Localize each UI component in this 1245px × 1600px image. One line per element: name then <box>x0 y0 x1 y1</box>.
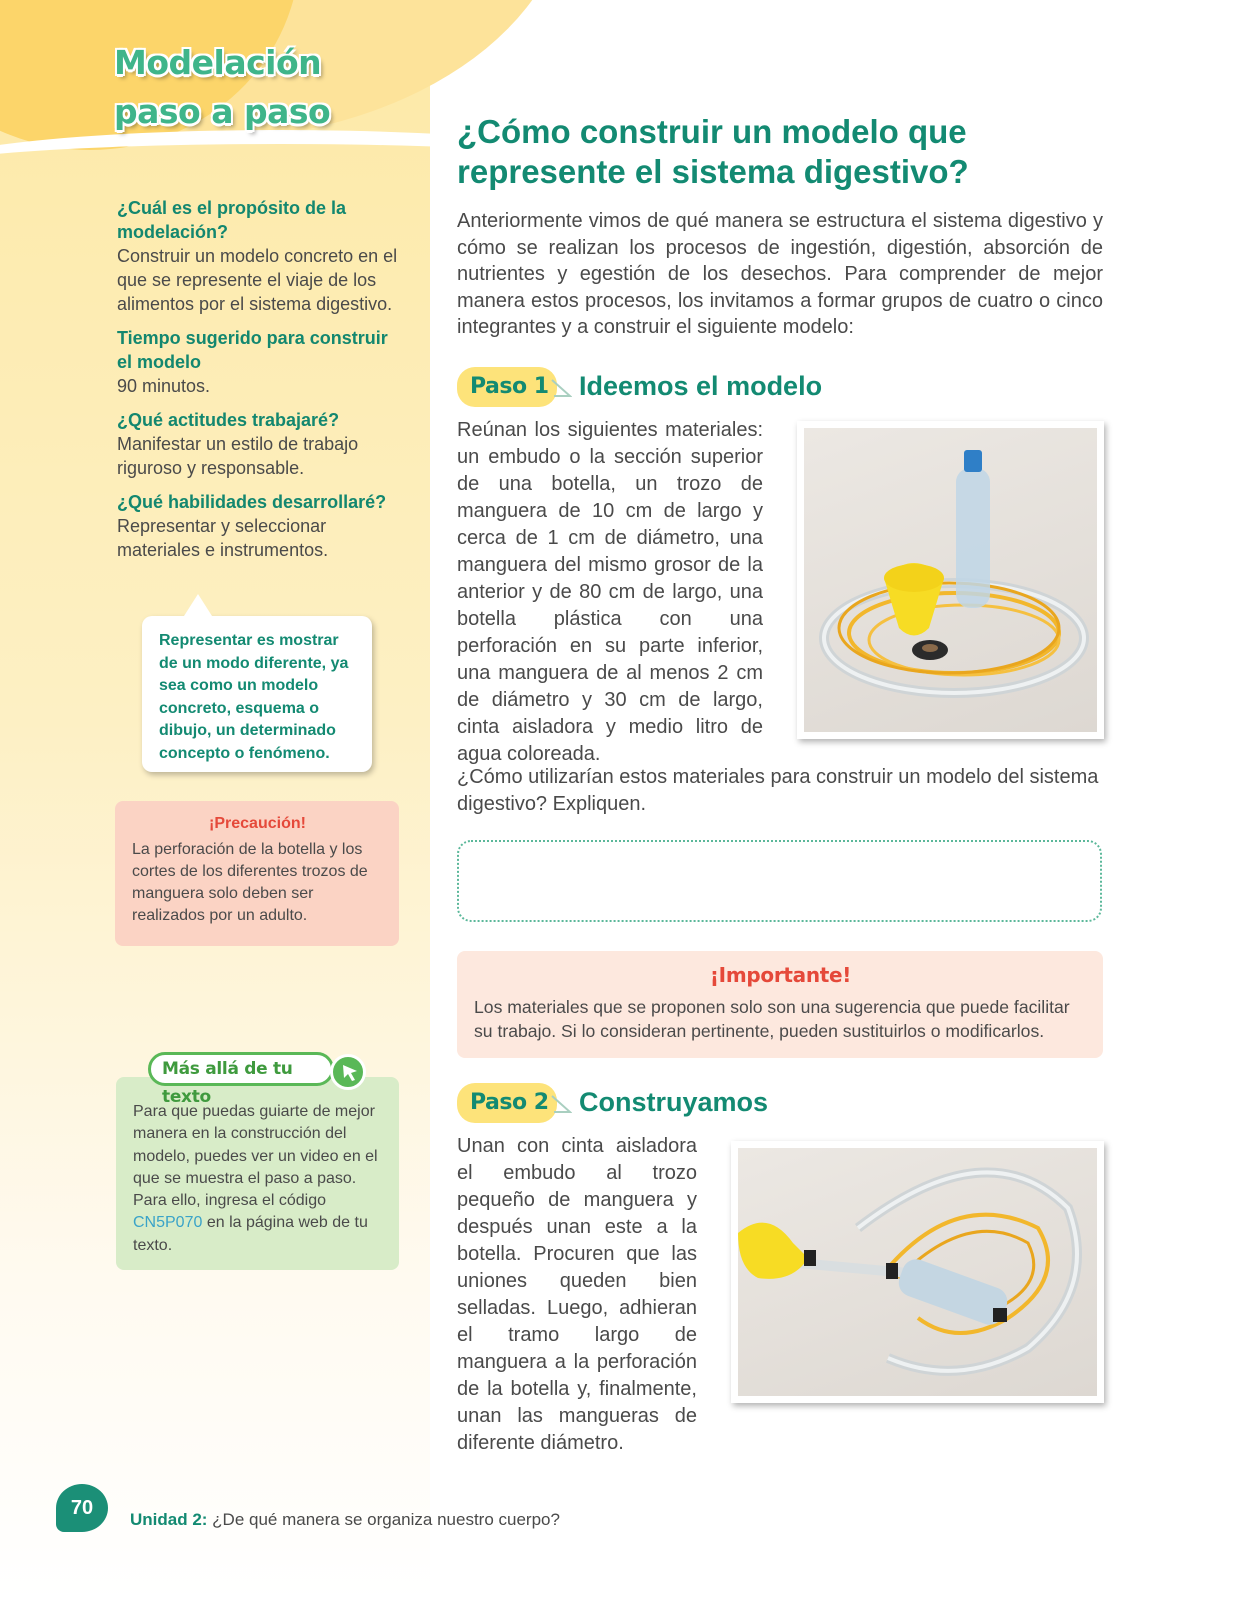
info-question: Tiempo sugerido para construir el modelo <box>117 328 388 372</box>
section-title-line1: Modelación <box>114 43 322 82</box>
beyond-text-before: Para que puedas guiarte de mejor manera en la construcción del modelo, puedes ver un video en el que se muestra el paso a paso. Para ello, ingresa el código <box>133 1103 378 1210</box>
caution-text: La perforación de la botella y los cortes de los diferentes trozos de manguera solo deben ser realizados por un adulto. <box>132 841 368 924</box>
footer-unit-label: Unidad 2: <box>130 1510 208 1529</box>
step2-heading: Construyamos <box>579 1087 769 1117</box>
info-answer: Representar y seleccionar materiales e instrumentos. <box>117 516 329 560</box>
footer-unit <box>130 1510 560 1530</box>
main-title: ¿Cómo construir un modelo que represente el sistema digestivo? <box>457 113 969 190</box>
materials-photo <box>797 421 1104 739</box>
resource-code-link[interactable]: CN5P070 <box>133 1214 203 1232</box>
intro-paragraph: Anteriormente vimos de qué manera se estructura el sistema digestivo y cómo se realizan los procesos de ingestión, digestión, absorción de nutrientes y egestión de los desechos. Para comprender de mejor manera estos procesos, los invitamos a formar grupos de cuatro o cinco integrantes y a construir el siguiente modelo: <box>457 210 1103 339</box>
footer-unit-title: ¿De qué manera se organiza nuestro cuerpo? <box>207 1510 560 1529</box>
info-answer: 90 minutos. <box>117 376 211 396</box>
beyond-text-after: en la página web de tu texto. <box>133 1214 368 1254</box>
info-attitudes <box>117 408 407 480</box>
important-title: ¡Importante! <box>709 963 852 987</box>
info-answer: Manifestar un estilo de trabajo riguroso y responsable. <box>117 434 359 478</box>
beyond-text <box>133 1101 385 1257</box>
step2-badge: Paso 2 <box>457 1083 557 1123</box>
assembled-model-photo <box>731 1141 1104 1403</box>
definition-text: Representar es mostrar de un modo diferente, ya sea como un modelo concreto, esquema o dibujo, un determinado concepto o fenómeno. <box>159 632 349 762</box>
beyond-tab-label: Más allá de tu texto <box>148 1052 334 1086</box>
section-title-line2: paso a paso <box>114 92 331 131</box>
info-question: ¿Qué habilidades desarrollaré? <box>117 492 387 512</box>
step1-text: Reúnan los siguientes materiales: un embudo o la sección superior de una botella, un trozo de manguera de 10 cm de largo y cerca de 1 cm de diámetro, una manguera del mismo grosor de la anterior y de 80 cm de largo, una botella plástica con una perforación en su parte inferior, una manguera de al menos 2 cm de diámetro y 30 cm de largo, cinta aisladora y medio litro de agua coloreada. <box>457 419 763 765</box>
page-number: 70 <box>56 1484 108 1532</box>
beyond-text-box <box>116 1077 399 1270</box>
step1-question: ¿Cómo utilizarían estos materiales para construir un modelo del sistema digestivo? Expliquen. <box>457 766 1099 815</box>
step1-heading: Ideemos el modelo <box>579 371 823 401</box>
info-answer: Construir un modelo concreto en el que se represente el viaje de los alimentos por el sistema digestivo. <box>117 246 398 314</box>
info-purpose <box>117 196 407 316</box>
materials-photo-image <box>804 428 1097 732</box>
assembled-model-photo-image <box>738 1148 1097 1396</box>
info-question: ¿Qué actitudes trabajaré? <box>117 410 340 430</box>
step1-badge: Paso 1 <box>457 367 557 407</box>
sidebar-info <box>117 196 407 572</box>
section-title <box>114 38 414 136</box>
step2-text: Unan con cinta aisladora el embudo al trozo pequeño de manguera y después unan este a la botella. Procuren que las uniones queden bien selladas. Luego, adhieran el tramo largo de manguera a la perforación de la botella y, finalmente, unan las mangueras de diferente diámetro. <box>457 1135 697 1454</box>
important-box <box>457 951 1103 1058</box>
answer-input-box[interactable] <box>457 840 1102 922</box>
info-skills <box>117 490 407 562</box>
cursor-icon <box>330 1054 366 1090</box>
info-time <box>117 326 407 398</box>
info-question: ¿Cuál es el propósito de la modelación? <box>117 198 347 242</box>
important-text: Los materiales que se proponen solo son una sugerencia que puede facilitar su trabajo. Si lo consideran pertinente, pueden sustituirlos o modificarlos. <box>474 997 1070 1041</box>
caution-title: ¡Precaución! <box>209 815 306 832</box>
step-arrow-icon <box>550 378 572 400</box>
definition-callout <box>142 616 372 772</box>
step-arrow-icon <box>550 1094 572 1116</box>
caution-box <box>115 801 399 946</box>
